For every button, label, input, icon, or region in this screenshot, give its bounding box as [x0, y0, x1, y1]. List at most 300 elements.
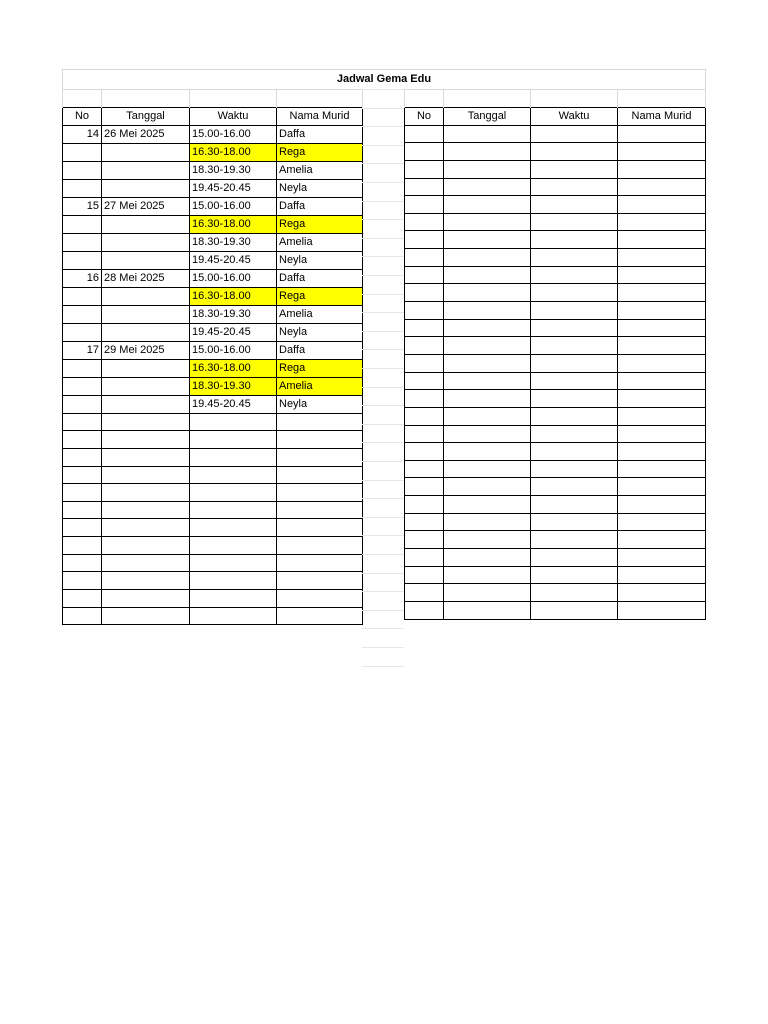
empty-cell[interactable] — [190, 537, 277, 555]
empty-cell[interactable] — [63, 554, 102, 572]
cell-waktu[interactable]: 18.30-19.30 — [190, 233, 277, 251]
empty-row — [405, 354, 706, 372]
empty-cell[interactable] — [405, 266, 444, 284]
cell-nama-murid[interactable]: Amelia — [277, 233, 363, 251]
empty-cell[interactable] — [444, 372, 531, 390]
empty-cell[interactable] — [531, 460, 618, 478]
empty-cell[interactable] — [444, 284, 531, 302]
empty-cell[interactable] — [444, 337, 531, 355]
schedule-row — [63, 269, 363, 287]
cell-nama-murid[interactable]: Rega — [277, 359, 363, 377]
empty-cell[interactable] — [618, 496, 706, 514]
empty-cell[interactable] — [102, 590, 190, 608]
empty-cell[interactable] — [405, 213, 444, 231]
cell-tanggal[interactable]: 29 Mei 2025 — [102, 341, 190, 359]
empty-cell[interactable] — [531, 372, 618, 390]
empty-cell[interactable] — [444, 496, 531, 514]
empty-cell[interactable] — [531, 584, 618, 602]
empty-cell[interactable] — [405, 196, 444, 214]
empty-cell[interactable] — [190, 413, 277, 431]
empty-cell[interactable] — [405, 337, 444, 355]
empty-row — [405, 302, 706, 320]
empty-cell[interactable] — [531, 160, 618, 178]
empty-cell[interactable] — [618, 549, 706, 567]
empty-cell[interactable] — [444, 125, 531, 143]
cell-no[interactable] — [63, 215, 102, 233]
cell-no[interactable] — [63, 161, 102, 179]
cell-waktu[interactable]: 19.45-20.45 — [190, 179, 277, 197]
empty-cell[interactable] — [618, 337, 706, 355]
cell-waktu[interactable]: 15.00-16.00 — [190, 125, 277, 143]
empty-cell[interactable] — [405, 460, 444, 478]
empty-cell[interactable] — [190, 554, 277, 572]
empty-cell[interactable] — [531, 178, 618, 196]
empty-row — [405, 390, 706, 408]
empty-cell[interactable] — [63, 484, 102, 502]
cell-nama-murid[interactable]: Neyla — [277, 251, 363, 269]
cell-waktu[interactable]: 15.00-16.00 — [190, 197, 277, 215]
gridline — [362, 666, 404, 667]
empty-cell[interactable] — [102, 537, 190, 555]
empty-cell[interactable] — [531, 425, 618, 443]
cell-tanggal[interactable] — [102, 395, 190, 413]
empty-cell[interactable] — [63, 607, 102, 625]
header-row — [405, 107, 706, 125]
empty-cell[interactable] — [444, 390, 531, 408]
cell-nama-murid[interactable]: Daffa — [277, 125, 363, 143]
empty-cell[interactable] — [444, 143, 531, 161]
cell-no[interactable] — [63, 395, 102, 413]
empty-cell[interactable] — [277, 554, 363, 572]
cell-tanggal[interactable] — [102, 251, 190, 269]
sheet-title: Jadwal Gema Edu — [62, 69, 706, 89]
cell-no[interactable]: 15 — [63, 197, 102, 215]
cell-tanggal[interactable] — [102, 377, 190, 395]
empty-row — [63, 590, 363, 608]
empty-cell[interactable] — [531, 407, 618, 425]
empty-cell[interactable] — [102, 448, 190, 466]
empty-cell[interactable] — [531, 213, 618, 231]
empty-cell[interactable] — [277, 519, 363, 537]
empty-cell[interactable] — [444, 354, 531, 372]
empty-cell[interactable] — [405, 566, 444, 584]
empty-cell[interactable] — [618, 601, 706, 619]
empty-cell[interactable] — [444, 266, 531, 284]
empty-cell[interactable] — [618, 390, 706, 408]
empty-cell[interactable] — [190, 501, 277, 519]
cell-no[interactable] — [63, 377, 102, 395]
gridline — [362, 349, 404, 350]
empty-cell[interactable] — [63, 448, 102, 466]
cell[interactable] — [405, 90, 444, 108]
empty-cell[interactable] — [63, 431, 102, 449]
empty-cell[interactable] — [405, 319, 444, 337]
cell-tanggal[interactable] — [102, 179, 190, 197]
empty-cell[interactable] — [102, 501, 190, 519]
cell[interactable] — [190, 90, 277, 108]
empty-cell[interactable] — [405, 584, 444, 602]
empty-cell[interactable] — [618, 196, 706, 214]
cell-waktu[interactable]: 18.30-19.30 — [190, 377, 277, 395]
schedule-grid — [62, 89, 706, 669]
cell-waktu[interactable]: 16.30-18.00 — [190, 215, 277, 233]
empty-cell[interactable] — [405, 478, 444, 496]
cell-nama-murid[interactable]: Rega — [277, 143, 363, 161]
empty-cell[interactable] — [444, 213, 531, 231]
empty-cell[interactable] — [531, 566, 618, 584]
empty-cell[interactable] — [190, 519, 277, 537]
empty-cell[interactable] — [102, 554, 190, 572]
empty-cell[interactable] — [405, 601, 444, 619]
empty-cell[interactable] — [618, 284, 706, 302]
empty-cell[interactable] — [618, 178, 706, 196]
cell[interactable] — [102, 90, 190, 108]
cell-nama-murid[interactable]: Neyla — [277, 179, 363, 197]
empty-cell[interactable] — [444, 513, 531, 531]
empty-cell[interactable] — [277, 537, 363, 555]
empty-cell[interactable] — [405, 407, 444, 425]
header-no[interactable]: No — [405, 107, 444, 125]
cell-waktu[interactable]: 19.45-20.45 — [190, 251, 277, 269]
empty-row — [63, 572, 363, 590]
empty-cell[interactable] — [444, 319, 531, 337]
empty-cell[interactable] — [618, 143, 706, 161]
empty-cell[interactable] — [618, 160, 706, 178]
header-nama-murid[interactable]: Nama Murid — [277, 107, 363, 125]
empty-row — [63, 431, 363, 449]
empty-cell[interactable] — [405, 390, 444, 408]
schedule-sheet — [62, 69, 706, 669]
cell-tanggal[interactable] — [102, 305, 190, 323]
empty-row — [405, 249, 706, 267]
empty-cell[interactable] — [618, 478, 706, 496]
cell-tanggal[interactable] — [102, 287, 190, 305]
empty-cell[interactable] — [531, 390, 618, 408]
cell-tanggal[interactable]: 27 Mei 2025 — [102, 197, 190, 215]
empty-cell[interactable] — [618, 213, 706, 231]
empty-cell[interactable] — [444, 407, 531, 425]
header-tanggal[interactable]: Tanggal — [102, 107, 190, 125]
cell[interactable] — [277, 90, 363, 108]
empty-row — [405, 425, 706, 443]
cell-nama-murid[interactable]: Amelia — [277, 161, 363, 179]
cell-no[interactable] — [63, 233, 102, 251]
empty-row — [405, 407, 706, 425]
empty-cell[interactable] — [444, 443, 531, 461]
empty-cell[interactable] — [531, 549, 618, 567]
empty-row — [405, 372, 706, 390]
empty-cell[interactable] — [190, 466, 277, 484]
empty-cell[interactable] — [531, 531, 618, 549]
cell-no[interactable] — [63, 143, 102, 161]
empty-cell[interactable] — [277, 590, 363, 608]
gridline — [362, 628, 404, 629]
empty-cell[interactable] — [531, 354, 618, 372]
gridline — [362, 610, 404, 611]
left-schedule-table — [62, 89, 363, 625]
gridline — [362, 554, 404, 555]
empty-cell[interactable] — [63, 590, 102, 608]
empty-cell[interactable] — [277, 572, 363, 590]
empty-cell[interactable] — [618, 302, 706, 320]
empty-cell[interactable] — [444, 601, 531, 619]
empty-cell[interactable] — [531, 601, 618, 619]
cell-waktu[interactable]: 18.30-19.30 — [190, 305, 277, 323]
cell-waktu[interactable]: 19.45-20.45 — [190, 395, 277, 413]
empty-cell[interactable] — [444, 460, 531, 478]
empty-cell[interactable] — [618, 513, 706, 531]
empty-cell[interactable] — [405, 531, 444, 549]
gridline — [362, 89, 404, 90]
empty-cell[interactable] — [102, 466, 190, 484]
empty-row — [63, 537, 363, 555]
schedule-row — [63, 215, 363, 233]
empty-cell[interactable] — [618, 443, 706, 461]
empty-cell[interactable] — [618, 566, 706, 584]
empty-cell[interactable] — [444, 302, 531, 320]
empty-row — [405, 319, 706, 337]
empty-cell[interactable] — [444, 425, 531, 443]
empty-cell[interactable] — [405, 496, 444, 514]
schedule-row — [63, 341, 363, 359]
empty-cell[interactable] — [444, 196, 531, 214]
empty-row — [405, 566, 706, 584]
gridline — [362, 182, 404, 183]
empty-cell[interactable] — [618, 372, 706, 390]
empty-cell[interactable] — [405, 125, 444, 143]
empty-cell[interactable] — [618, 266, 706, 284]
empty-cell[interactable] — [618, 407, 706, 425]
empty-cell[interactable] — [102, 572, 190, 590]
cell[interactable] — [531, 90, 618, 108]
cell[interactable] — [63, 90, 102, 108]
empty-cell[interactable] — [102, 413, 190, 431]
empty-row — [405, 143, 706, 161]
empty-cell[interactable] — [618, 319, 706, 337]
empty-cell[interactable] — [63, 413, 102, 431]
cell-tanggal[interactable] — [102, 359, 190, 377]
empty-cell[interactable] — [102, 519, 190, 537]
empty-cell[interactable] — [405, 513, 444, 531]
empty-row — [63, 501, 363, 519]
empty-cell[interactable] — [63, 501, 102, 519]
gridline — [362, 387, 404, 388]
empty-cell[interactable] — [531, 143, 618, 161]
cell[interactable] — [444, 90, 531, 108]
cell-tanggal[interactable] — [102, 215, 190, 233]
empty-cell[interactable] — [444, 231, 531, 249]
cell-nama-murid[interactable]: Rega — [277, 215, 363, 233]
empty-cell[interactable] — [618, 425, 706, 443]
gridline — [362, 219, 404, 220]
empty-cell[interactable] — [405, 231, 444, 249]
empty-cell[interactable] — [405, 284, 444, 302]
empty-cell[interactable] — [405, 549, 444, 567]
empty-row — [405, 196, 706, 214]
cell-tanggal[interactable] — [102, 233, 190, 251]
empty-cell[interactable] — [190, 484, 277, 502]
empty-cell[interactable] — [190, 590, 277, 608]
empty-cell[interactable] — [63, 519, 102, 537]
schedule-row — [63, 251, 363, 269]
empty-cell[interactable] — [531, 249, 618, 267]
empty-cell[interactable] — [190, 431, 277, 449]
empty-cell[interactable] — [444, 249, 531, 267]
blank-spacer-row — [63, 90, 363, 108]
right-schedule-table — [404, 89, 706, 620]
empty-cell[interactable] — [531, 478, 618, 496]
empty-cell[interactable] — [531, 337, 618, 355]
cell-nama-murid[interactable]: Daffa — [277, 341, 363, 359]
gridline — [362, 312, 404, 313]
empty-cell[interactable] — [618, 531, 706, 549]
empty-row — [405, 513, 706, 531]
gridline — [362, 442, 404, 443]
cell-waktu[interactable]: 18.30-19.30 — [190, 161, 277, 179]
cell[interactable] — [618, 90, 706, 108]
cell-waktu[interactable]: 15.00-16.00 — [190, 341, 277, 359]
empty-cell[interactable] — [277, 466, 363, 484]
empty-cell[interactable] — [444, 566, 531, 584]
empty-cell[interactable] — [531, 125, 618, 143]
cell-tanggal[interactable]: 26 Mei 2025 — [102, 125, 190, 143]
empty-cell[interactable] — [190, 607, 277, 625]
cell-no[interactable]: 14 — [63, 125, 102, 143]
cell-nama-murid[interactable]: Daffa — [277, 197, 363, 215]
empty-cell[interactable] — [531, 196, 618, 214]
empty-cell[interactable] — [277, 607, 363, 625]
empty-cell[interactable] — [618, 249, 706, 267]
cell-nama-murid[interactable]: Neyla — [277, 323, 363, 341]
schedule-row — [63, 143, 363, 161]
empty-cell[interactable] — [63, 572, 102, 590]
cell-nama-murid[interactable]: Neyla — [277, 395, 363, 413]
empty-cell[interactable] — [405, 160, 444, 178]
empty-cell[interactable] — [618, 460, 706, 478]
cell-no[interactable]: 17 — [63, 341, 102, 359]
schedule-row — [63, 161, 363, 179]
cell-no[interactable] — [63, 359, 102, 377]
empty-cell[interactable] — [277, 484, 363, 502]
cell-no[interactable] — [63, 179, 102, 197]
empty-cell[interactable] — [277, 501, 363, 519]
empty-cell[interactable] — [444, 178, 531, 196]
empty-cell[interactable] — [102, 484, 190, 502]
empty-cell[interactable] — [444, 160, 531, 178]
cell-no[interactable] — [63, 251, 102, 269]
empty-cell[interactable] — [405, 249, 444, 267]
gridline — [362, 368, 404, 369]
gridline — [362, 126, 404, 127]
empty-cell[interactable] — [405, 354, 444, 372]
gridline — [362, 647, 404, 648]
empty-cell[interactable] — [618, 125, 706, 143]
empty-cell[interactable] — [531, 302, 618, 320]
empty-cell[interactable] — [618, 354, 706, 372]
empty-cell[interactable] — [531, 513, 618, 531]
cell-waktu[interactable]: 16.30-18.00 — [190, 143, 277, 161]
cell-no[interactable]: 16 — [63, 269, 102, 287]
cell-no[interactable] — [63, 323, 102, 341]
empty-cell[interactable] — [405, 425, 444, 443]
header-waktu[interactable]: Waktu — [190, 107, 277, 125]
empty-cell[interactable] — [531, 443, 618, 461]
cell-nama-murid[interactable]: Daffa — [277, 269, 363, 287]
empty-cell[interactable] — [444, 584, 531, 602]
empty-cell[interactable] — [444, 478, 531, 496]
empty-row — [405, 213, 706, 231]
cell-nama-murid[interactable]: Amelia — [277, 305, 363, 323]
header-waktu[interactable]: Waktu — [531, 107, 618, 125]
empty-cell[interactable] — [531, 496, 618, 514]
empty-cell[interactable] — [531, 319, 618, 337]
gridline — [362, 461, 404, 462]
schedule-row — [63, 233, 363, 251]
empty-cell[interactable] — [618, 231, 706, 249]
cell-waktu[interactable]: 16.30-18.00 — [190, 359, 277, 377]
gridline — [362, 238, 404, 239]
empty-cell[interactable] — [444, 531, 531, 549]
gridline — [362, 201, 404, 202]
cell-waktu[interactable]: 15.00-16.00 — [190, 269, 277, 287]
cell-no[interactable] — [63, 305, 102, 323]
header-nama-murid[interactable]: Nama Murid — [618, 107, 706, 125]
empty-cell[interactable] — [277, 413, 363, 431]
empty-cell[interactable] — [405, 143, 444, 161]
empty-cell[interactable] — [102, 607, 190, 625]
empty-cell[interactable] — [63, 537, 102, 555]
cell-nama-murid[interactable]: Rega — [277, 287, 363, 305]
empty-row — [63, 607, 363, 625]
empty-cell[interactable] — [444, 549, 531, 567]
cell-waktu[interactable]: 16.30-18.00 — [190, 287, 277, 305]
cell-waktu[interactable]: 19.45-20.45 — [190, 323, 277, 341]
empty-cell[interactable] — [531, 284, 618, 302]
gridline — [362, 256, 404, 257]
gridline — [362, 145, 404, 146]
empty-row — [405, 478, 706, 496]
empty-cell[interactable] — [277, 448, 363, 466]
empty-cell[interactable] — [405, 302, 444, 320]
empty-cell[interactable] — [190, 572, 277, 590]
empty-cell[interactable] — [405, 443, 444, 461]
cell-tanggal[interactable]: 28 Mei 2025 — [102, 269, 190, 287]
empty-cell[interactable] — [277, 431, 363, 449]
empty-cell[interactable] — [63, 466, 102, 484]
cell-nama-murid[interactable]: Amelia — [277, 377, 363, 395]
cell-tanggal[interactable] — [102, 323, 190, 341]
empty-row — [63, 519, 363, 537]
empty-cell[interactable] — [531, 231, 618, 249]
empty-cell[interactable] — [102, 431, 190, 449]
empty-cell[interactable] — [618, 584, 706, 602]
empty-row — [63, 484, 363, 502]
cell-no[interactable] — [63, 287, 102, 305]
empty-row — [405, 160, 706, 178]
cell-tanggal[interactable] — [102, 161, 190, 179]
empty-cell[interactable] — [405, 178, 444, 196]
cell-tanggal[interactable] — [102, 143, 190, 161]
header-tanggal[interactable]: Tanggal — [444, 107, 531, 125]
header-no[interactable]: No — [63, 107, 102, 125]
empty-row — [405, 601, 706, 619]
empty-cell[interactable] — [405, 372, 444, 390]
empty-row — [405, 496, 706, 514]
gridline — [362, 108, 404, 109]
schedule-row — [63, 305, 363, 323]
empty-cell[interactable] — [531, 266, 618, 284]
empty-cell[interactable] — [190, 448, 277, 466]
